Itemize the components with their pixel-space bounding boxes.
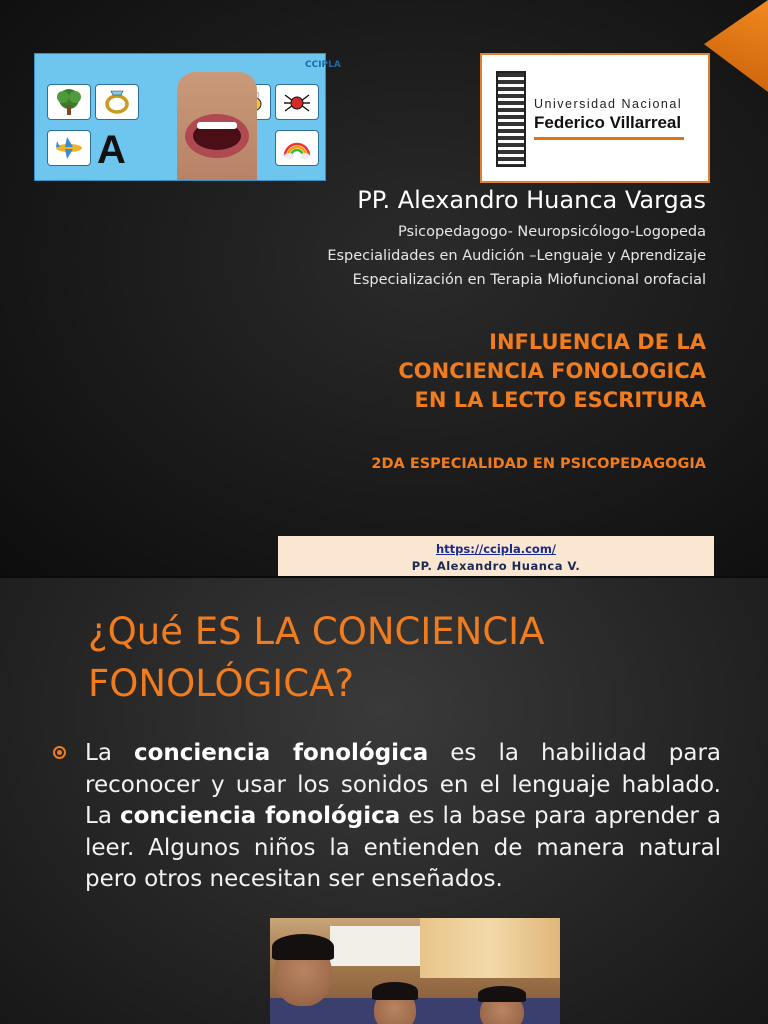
definition-paragraph — [85, 738, 721, 896]
paragraph-text-2: es la habilidad para reconocer y usar los sonidos en el lenguaje hablado. La — [85, 740, 721, 829]
uppercase-letter: A — [97, 128, 126, 172]
airplane-icon — [47, 130, 91, 166]
credential-2: Especialidades en Audición –Lenguaje y Aprendizaje — [327, 248, 706, 264]
ccipla-brand: CCIPLA — [305, 60, 341, 70]
link-box-author: PP. Alexandro Huanca V. — [411, 559, 581, 573]
corner-accent — [704, 0, 768, 92]
credential-1: Psicopedagogo- Neuropsicólogo-Logopeda — [398, 224, 706, 240]
website-link[interactable]: https://ccipla.com/ — [435, 542, 557, 556]
logo-underline — [534, 137, 684, 140]
presentation-title — [398, 328, 706, 415]
author-name: PP. Alexandro Huanca Vargas — [357, 186, 706, 214]
paragraph-text-1: La — [85, 740, 134, 766]
phonics-banner-image — [34, 53, 341, 181]
paragraph-bold-1: conciencia fonológica — [133, 740, 429, 766]
link-box — [278, 536, 714, 576]
spider-icon — [275, 84, 319, 120]
university-emblem-icon — [496, 71, 526, 167]
title-line-3: EN LA LECTO ESCRITURA — [414, 388, 706, 412]
university-logo — [480, 53, 710, 183]
paragraph-text-3: es la base para aprender a leer. Algunos niños la entienden de manera natural pero otros necesitan ser enseñados. — [85, 803, 722, 892]
classroom-children-photo — [270, 918, 560, 1024]
slide-divider — [0, 576, 768, 578]
title-line-1: INFLUENCIA DE LA — [489, 330, 706, 354]
bullet-icon — [53, 746, 66, 759]
rainbow-icon — [275, 130, 319, 166]
logo-line-1: Universidad Nacional — [534, 97, 683, 111]
paragraph-bold-2: conciencia fonológica — [119, 803, 401, 829]
slide-title: ¿Qué ES LA CONCIENCIA FONOLÓGICA? — [88, 610, 545, 705]
definition-slide — [0, 576, 768, 1024]
logo-line-2: Federico Villarreal — [534, 113, 682, 132]
title-line-2: CONCIENCIA FONOLOGICA — [398, 359, 706, 383]
credential-3: Especialización en Terapia Miofuncional orofacial — [352, 272, 706, 288]
presentation-subtitle: 2DA ESPECIALIDAD EN PSICOPEDAGOGIA — [371, 456, 706, 472]
open-mouth-photo — [177, 72, 257, 180]
ring-icon — [95, 84, 139, 120]
tree-icon — [47, 84, 91, 120]
